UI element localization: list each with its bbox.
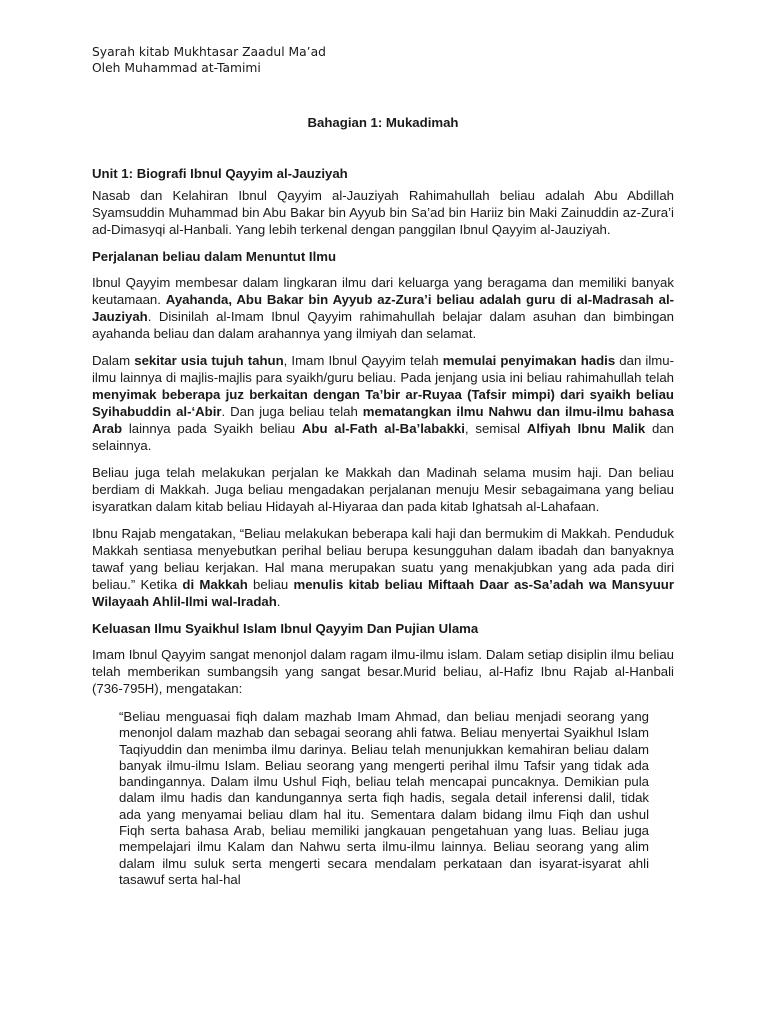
block-quote [119,709,649,888]
subheading-perjalanan: Perjalanan beliau dalam Menuntut Ilmu [92,249,337,264]
page-header [92,44,674,76]
paragraph-ibnu-rajab: Ibnu Rajab mengatakan, “Beliau melakukan beberapa kali haji dan bermukim di Makkah. Penduduk Makkah sentiasa menyebutkan perihal beliau berupa kesungguhan dalam ibadah dan banyaknya tawaf yang beliau kerjakan. Hal mana merupakan suatu yang menakjubkan yang ada pada diri beliau.” Ketika di Makkah beliau menulis kitab beliau Miftaah Daar as-Sa’adah wa Mansyuur Wilayaah Ahlil-Ilmi wal-Iradah. [92,526,674,609]
unit-title: Unit 1: Biografi Ibnul Qayyim al-Jauziyah [92,166,348,181]
paragraph-upbringing: Ibnul Qayyim membesar dalam lingkaran ilmu dari keluarga yang beragama dan memiliki banyak keutamaan. Ayahanda, Abu Bakar bin Ayyub az-Zura’i beliau adalah guru di al-Madrasah al-Jauziyah. Disinilah al-Imam Ibnul Qayyim rahimahullah belajar dalam asuhan dan bimbingan ayahanda beliau dan dalam arahannya yang ilmiyah dan selamat. [92,275,674,341]
paragraph-early-study: Dalam sekitar usia tujuh tahun, Imam Ibnul Qayyim telah memulai penyimakan hadis dan ilmu-ilmu lainnya di majlis-majlis para syaikh/guru beliau. Pada jenjang usia ini beliau rahimahullah telah menyimak beberapa juz berkaitan dengan Ta’bir ar-Ruyaa (Tafsir mimpi) dari syaikh beliau Syihabuddin al-‘Abir. Dan juga beliau telah mematangkan ilmu Nahwu dan ilmu-ilmu bahasa Arab lainnya pada Syaikh beliau Abu al-Fath al-Ba’labakki, semisal Alfiyah Ibnu Malik dan selainnya. [92,353,674,453]
header-book-title: Syarah kitab Mukhtasar Zaadul Ma’ad [92,45,326,59]
paragraph-nasab: Nasab dan Kelahiran Ibnul Qayyim al-Jauziyah Rahimahullah beliau adalah Abu Abdillah Syamsuddin Muhammad bin Abu Bakar bin Ayyub bin Sa’ad bin Hariiz bin Maki Zainuddin az-Zura’i ad-Dimasyqi al-Hanbali. Yang lebih terkenal dengan panggilan Ibnul Qayyim al-Jauziyah. [92,188,674,237]
header-author: Oleh Muhammad at-Tamimi [92,61,261,75]
block-quote-text: “Beliau menguasai fiqh dalam mazhab Imam Ahmad, dan beliau menjadi seorang yang menonjol dalam mazhab dan sebagai seorang ahli fatwa. Beliau menyertai Syaikhul Islam Taqiyuddin dan menimba ilmu darinya. Beliau telah menunjukkan kemahiran beliau dalam banyak ilmu-ilmu Islam. Beliau seorang yang mengerti perihal ilmu Tafsir yang tidak ada bandingannya. Dalam ilmu Ushul Fiqh, beliau telah mencapai puncaknya. Demikian pula dalam ilmu hadis dan kandungannya serta fiqh hadis, segala detail inferensi dalil, tidak ada yang menyamai beliau dlam hal itu. Sementara dalam bidang ilmu Fiqh dan ushul Fiqh serta bahasa Arab, beliau memiliki jangkauan pengetahuan yang luas. Beliau juga mempelajari ilmu Kalam dan Nahwu serta ilmu-ilmu lainnya. Beliau seorang yang alim dalam ilmu suluk serta mengerti secara mendalam perkataan dan isyarat-isyarat ahli tasawuf serta hal-hal [119,709,649,887]
paragraph-travels: Beliau juga telah melakukan perjalan ke Makkah dan Madinah selama musim haji. Dan beliau berdiam di Makkah. Juga beliau mengadakan perjalanan menuju Mesir sebagaimana yang beliau isyaratkan dalam kitab beliau Hidayah al-Hiyaraa dan pada kitab Ighatsah al-Lahafaan. [92,465,674,514]
paragraph-keluasan: Imam Ibnul Qayyim sangat menonjol dalam ragam ilmu-ilmu islam. Dalam setiap disiplin ilmu beliau telah memberikan sumbangsih yang sangat besar.Murid beliau, al-Hafiz Ibnu Rajab al-Hanbali (736-795H), mengatakan: [92,647,674,696]
subheading-keluasan-ilmu: Keluasan Ilmu Syaikhul Islam Ibnul Qayyim Dan Pujian Ulama [92,621,479,636]
section-title: Bahagian 1: Mukadimah [307,115,459,130]
